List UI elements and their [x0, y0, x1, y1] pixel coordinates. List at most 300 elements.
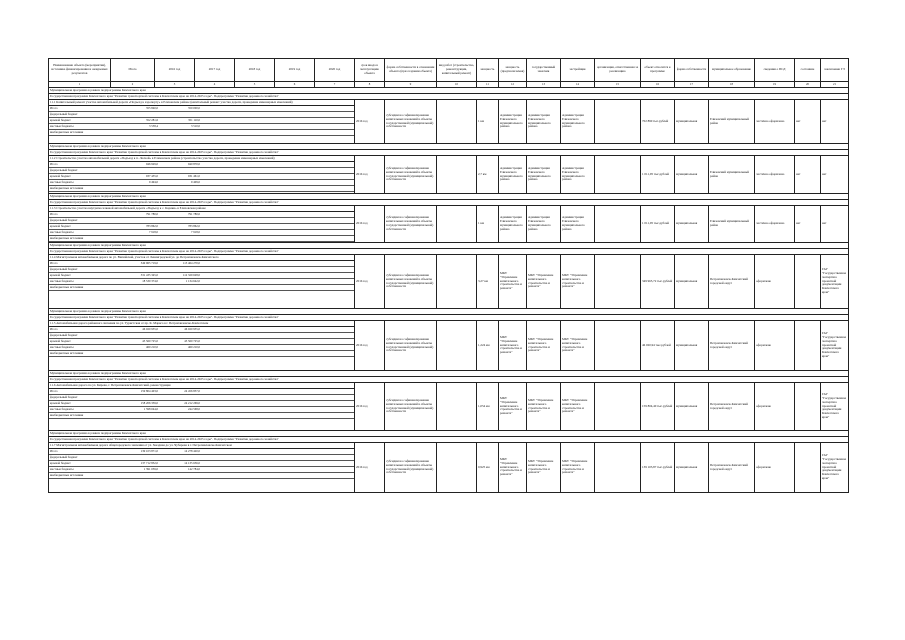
municipality: Петропавловск-Камчатский городской округ	[709, 321, 755, 371]
finance-2016: 142 784,0	[159, 467, 201, 473]
design-docs: 1 011,95 тыс.рублей	[641, 156, 675, 194]
capacity: 1 км	[477, 206, 499, 243]
ownership-form: субсидии на софинансирование капитальных вложений в объекты государственной (муниципальной) собственности	[385, 206, 437, 243]
item-title: 11.1 Капитальный ремонт участка автомобильной дороги «Подъезд к аэропорту» в Елизовском районе (капитальный ремонт участка дороги, проведение инженерных изысканий)	[49, 100, 355, 106]
finance-cell	[49, 261, 355, 309]
developer: МКУ "Управление капитального строительства и ремонта"	[527, 255, 561, 309]
finance-2020	[327, 351, 355, 357]
ownership-type: муниципальная	[675, 321, 709, 371]
finance-source: Итого	[49, 327, 113, 333]
finance-line	[49, 351, 355, 357]
investment-table	[48, 58, 849, 493]
finance-2017	[201, 285, 243, 291]
header-cell: государственный заказчик	[527, 59, 561, 82]
program-link	[595, 383, 641, 431]
header-cell: форма собственности в отношении объекта (при создании объекта)	[385, 59, 437, 82]
finance-total	[113, 473, 159, 479]
developer: Администрация Елизовского муниципального района	[527, 100, 561, 144]
finance-source: Итого	[49, 212, 113, 218]
finance-line	[49, 473, 355, 479]
commission-year: 2016 год	[355, 443, 385, 493]
finance-source: краевой бюджет	[49, 339, 113, 345]
finance-2016: 1 134 642,0	[159, 279, 201, 285]
finance-source: внебюджетные источники	[49, 186, 113, 192]
finance-2016: 783 862,0	[159, 224, 201, 230]
state-customer: МКУ "Управление капитального строительства и ремонта"	[499, 321, 527, 371]
finance-2016: 931 461,0	[159, 174, 201, 180]
finance-2018	[243, 413, 285, 419]
finance-source: внебюджетные источники	[49, 285, 113, 291]
item-title: 11.6 Автомобильная дорога по ул. Кирова, г. Петропавловск-Камчатский, реконструкция	[49, 383, 355, 389]
item-title: 11.3 Строительство участка внутрипоселковой автомобильной дороги «Подъезд к с. Коряки» в Елизовском районе	[49, 206, 355, 212]
finance-total: 937 435,0	[113, 174, 159, 180]
finance-2016	[159, 236, 201, 242]
finance-2016: 351 110,0	[159, 118, 201, 124]
finance-total: 349 965 719,0	[113, 261, 159, 267]
ownership-type: муниципальная	[675, 206, 709, 243]
table-body	[49, 88, 849, 493]
status: оформлено	[755, 443, 795, 493]
finance-2019	[285, 186, 327, 192]
state-customer: МКУ "Управление капитального строительства и ремонта"	[499, 255, 527, 309]
capacity: 1,224 км	[477, 321, 499, 371]
finance-2016: 14 278 420,0	[159, 449, 201, 455]
program-link	[595, 100, 641, 144]
finance-line	[49, 186, 355, 192]
finance-total: 158 206 359,0	[113, 401, 159, 407]
commission-year: 2016 год	[355, 321, 385, 371]
status: частично оформлено	[755, 206, 795, 243]
finance-total	[113, 186, 159, 192]
finance-source: местные бюджеты	[49, 279, 113, 285]
finance-source: краевой бюджет	[49, 174, 113, 180]
finance-2016	[159, 285, 201, 291]
header-cell: Наименование объекта (мероприятия), источника финансирования и ожидаемых результатов	[49, 59, 111, 82]
work-type	[437, 206, 477, 243]
finance-total: 460 210,0	[113, 345, 159, 351]
item-title: 11.5 Автомобильная дорога районного значения по ул. Туристская от пр. К. Маркса в г. Петропавловске-Камчатском	[49, 321, 355, 327]
state-customer: МКУ "Управление капитального строительства и ремонта"	[499, 383, 527, 431]
ownership-form: субсидии на софинансирование капитальных вложений в объекты государственной (муниципальной) собственности	[385, 156, 437, 194]
program-link	[595, 255, 641, 309]
finance-2017	[201, 130, 243, 136]
finance-source: федеральный бюджет	[49, 168, 113, 174]
finance-source: краевой бюджет	[49, 401, 113, 407]
finance-total	[113, 130, 159, 136]
program-title: Государственная программа Камчатского края "Развитие транспортной системы в Камчатском крае на 2014-2025 годы". Подпрограмма "Развитие дорожного хозяйства"	[49, 315, 849, 321]
header-cell: 2017 год	[195, 59, 235, 82]
header-cell: состояние	[795, 59, 821, 82]
column-number-cell: 8	[355, 82, 385, 88]
finance-source: Итого	[49, 261, 113, 267]
finance-2017	[201, 413, 243, 419]
municipality: Петропавловск-Камчатский городской округ	[709, 255, 755, 309]
finance-2016: 24 456 837,0	[159, 389, 201, 395]
ownership-type: муниципальная	[675, 100, 709, 144]
program-title: Государственная программа Камчатского края "Развитие транспортной системы в Камчатском крае на 2014-2025 годы". Подпрограмма "Развитие дорожного хозяйства"	[49, 437, 849, 443]
finance-2020	[327, 236, 355, 242]
design-docs: 349 965,72 тыс.рублей	[641, 255, 675, 309]
finance-source: краевой бюджет	[49, 273, 113, 279]
finance-table	[49, 389, 355, 419]
column-number-cell: 17	[675, 82, 709, 88]
header-cell: 2016 год	[155, 59, 195, 82]
finance-2017	[201, 236, 243, 242]
finance-2016: 3 510,0	[159, 124, 201, 130]
header-cell: мощность (предполагаемая)	[499, 59, 527, 82]
finance-total: 46 020 935,0	[113, 327, 159, 333]
program-title: Государственная программа Камчатского края "Развитие транспортной системы в Камчатском крае на 2014-2025 годы". Подпрограмма "Развитие дорожного хозяйства"	[49, 249, 849, 255]
state-customer: Администрация Елизовского муниципального района	[499, 206, 527, 243]
finance-line	[49, 285, 355, 291]
finance-2019	[285, 473, 327, 479]
column-number-cell: 4	[195, 82, 235, 88]
status: оформлено	[755, 383, 795, 431]
section-title: Муниципальная программа в рамках подпрограммы Камчатского края	[49, 88, 849, 94]
expertise: нет	[821, 100, 849, 144]
developer: МКУ "Управление капитального строительства и ремонта"	[527, 321, 561, 371]
column-22	[795, 383, 821, 431]
commission-year: 2016 год	[355, 383, 385, 431]
commission-year: 2016 год	[355, 206, 385, 243]
column-number-cell: 3	[155, 82, 195, 88]
work-type	[437, 156, 477, 194]
program-link	[595, 156, 641, 194]
finance-source: внебюджетные источники	[49, 473, 113, 479]
finance-2019	[285, 130, 327, 136]
finance-total: 9 494,0	[113, 180, 159, 186]
finance-total: 3 558,4	[113, 124, 159, 130]
developer: МКУ "Управление капитального строительства и ремонта"	[527, 443, 561, 493]
header-cell: вид работ (строительство, реконструкция, капитальный ремонт)	[437, 59, 477, 82]
finance-source: местные бюджеты	[49, 345, 113, 351]
finance-source: краевой бюджет	[49, 118, 113, 124]
finance-2019	[285, 351, 327, 357]
expertise: ГАУ "Государственная экспертиза проектной документации Камчатского края"	[821, 383, 849, 431]
finance-source: внебюджетные источники	[49, 351, 113, 357]
responsible-org: Администрация Елизовского муниципального района	[561, 100, 595, 144]
item-title: 11.7 Магистральная автомобильная дорога общегородского значения от ул. Звездная до ул. Чубарова в г. Петропавловске-Камчатском	[49, 443, 355, 449]
finance-table	[49, 327, 355, 357]
column-number-cell: 21	[821, 82, 849, 88]
finance-total: 7 918,0	[113, 230, 159, 236]
finance-table	[49, 449, 355, 479]
column-number-cell: 5	[235, 82, 275, 88]
finance-2018	[243, 351, 285, 357]
column-22: нет	[795, 206, 821, 243]
finance-source: федеральный бюджет	[49, 112, 113, 118]
finance-total	[113, 413, 159, 419]
finance-line	[49, 130, 355, 136]
finance-line	[49, 413, 355, 419]
finance-2019	[285, 285, 327, 291]
ownership-form: субсидии на софинансирование капитальных вложений в объекты государственной (муниципальной) собственности	[385, 443, 437, 493]
design-docs: 159 804,40 тыс.рублей	[641, 383, 675, 431]
column-number-cell: 11	[477, 82, 499, 88]
state-customer: Администрация Елизовского муниципального района	[499, 100, 527, 144]
ownership-form: субсидии на софинансирование капитальных вложений в объекты государственной (муниципальной) собственности	[385, 321, 437, 371]
header-cell: застройщик	[561, 59, 595, 82]
header-cell: организация, ответственная за реализацию	[595, 59, 641, 82]
finance-2018	[243, 186, 285, 192]
finance-source: местные бюджеты	[49, 230, 113, 236]
capacity: 3,27 км	[477, 255, 499, 309]
finance-2016: 7 918,0	[159, 230, 201, 236]
program-title: Государственная программа Камчатского края "Развитие транспортной системы в Камчатском крае на 2014-2025 годы". Подпрограмма "Развитие дорожного хозяйства"	[49, 200, 849, 206]
state-customer: МКУ "Управление капитального строительства и ремонта"	[499, 443, 527, 493]
header-cell: срок ввода в эксплуатацию объекта	[355, 59, 385, 82]
commission-year: 2016 год	[355, 255, 385, 309]
document-sheet	[48, 58, 848, 558]
ownership-form: субсидии на софинансирование капитальных вложений в объекты государственной (муниципальной) собственности	[385, 100, 437, 144]
column-number-cell: 14	[561, 82, 595, 88]
finance-total: 783 862,0	[113, 224, 159, 230]
ownership-type: муниципальная	[675, 383, 709, 431]
finance-total: 946 929,0	[113, 162, 159, 168]
finance-table	[49, 261, 355, 291]
finance-source: федеральный бюджет	[49, 455, 113, 461]
finance-total: 18 530 374,0	[113, 279, 159, 285]
program-link	[595, 443, 641, 493]
municipality: Елизовский муниципальный район	[709, 156, 755, 194]
responsible-org: МКУ "Управление капитального строительства и ремонта"	[561, 255, 595, 309]
header-cell: объект относится к программе	[641, 59, 675, 82]
finance-2019	[285, 236, 327, 242]
finance-total: 1 598 044,0	[113, 407, 159, 413]
column-number-cell: 2	[111, 82, 155, 88]
design-docs: 702 890 тыс.рублей	[641, 100, 675, 144]
finance-source: внебюджетные источники	[49, 236, 113, 242]
finance-total	[113, 236, 159, 242]
finance-source: федеральный бюджет	[49, 218, 113, 224]
work-type	[437, 321, 477, 371]
capacity: 0,925 км	[477, 443, 499, 493]
header-cell: форма собственности	[675, 59, 709, 82]
finance-2020	[327, 473, 355, 479]
program-title: Государственная программа Камчатского края "Развитие транспортной системы в Камчатском крае на 2014-2025 годы". Подпрограмма "Развитие дорожного хозяйства"	[49, 94, 849, 100]
ownership-form: субсидии на софинансирование капитальных вложений в объекты государственной (муниципальной) собственности	[385, 383, 437, 431]
header-cell: муниципальное образование	[709, 59, 755, 82]
capacity: 2,7 км	[477, 156, 499, 194]
section-title: Муниципальная программа в рамках подпрограммы Камчатского края	[49, 431, 849, 437]
column-22: нет	[795, 156, 821, 194]
municipality: Елизовский муниципальный район	[709, 206, 755, 243]
responsible-org: Администрация Елизовского муниципального района	[561, 206, 595, 243]
finance-source: Итого	[49, 106, 113, 112]
section-title: Муниципальная программа в рамках подпрограммы Камчатского края	[49, 194, 849, 200]
responsible-org: МКУ "Управление капитального строительства и ремонта"	[561, 383, 595, 431]
finance-total: 1 391 039,0	[113, 467, 159, 473]
finance-table	[49, 212, 355, 242]
finance-source: федеральный бюджет	[49, 395, 113, 401]
status: оформлено	[755, 255, 795, 309]
header-cell: 2020 год	[315, 59, 355, 82]
section-title: Муниципальная программа в рамках подпрограммы Камчатского края	[49, 309, 849, 315]
finance-2016	[159, 413, 201, 419]
finance-2016: 45 560 725,0	[159, 339, 201, 345]
header-row	[49, 59, 849, 82]
finance-source: федеральный бюджет	[49, 333, 113, 339]
work-type	[437, 383, 477, 431]
finance-source: местные бюджеты	[49, 467, 113, 473]
column-number-cell: 20	[795, 82, 821, 88]
finance-source: федеральный бюджет	[49, 267, 113, 273]
ownership-form: субсидии на софинансирование капитальных вложений в объекты государственной (муниципальной) собственности	[385, 255, 437, 309]
finance-total	[113, 351, 159, 357]
column-number-cell: 19	[755, 82, 795, 88]
header-cell: мощность	[477, 59, 499, 82]
finance-2017	[201, 473, 243, 479]
finance-cell	[49, 106, 355, 144]
finance-total: 139 103 871,0	[113, 449, 159, 455]
finance-2016: 113 464 270,0	[159, 261, 201, 267]
ownership-type: муниципальная	[675, 156, 709, 194]
finance-source: внебюджетные источники	[49, 413, 113, 419]
finance-total: 159 804 403,0	[113, 389, 159, 395]
finance-2016	[159, 130, 201, 136]
section-title: Муниципальная программа в рамках подпрограммы Камчатского края	[49, 371, 849, 377]
column-number-cell: 9	[385, 82, 437, 88]
finance-2020	[327, 186, 355, 192]
finance-total: 331 435 345,0	[113, 273, 159, 279]
status: частично оформлено	[755, 156, 795, 194]
finance-2016	[159, 186, 201, 192]
state-customer: Администрация Елизовского муниципального района	[499, 156, 527, 194]
expertise: нет	[821, 206, 849, 243]
program-link	[595, 206, 641, 243]
section-title: Муниципальная программа в рамках подпрограммы Камчатского края	[49, 144, 849, 150]
finance-total: 137 712 832,0	[113, 461, 159, 467]
header-cell: сведения о ПСД	[755, 59, 795, 82]
section-title: Муниципальная программа в рамках подпрограммы Камчатского края	[49, 243, 849, 249]
work-type	[437, 255, 477, 309]
developer: МКУ "Управление капитального строительства и ремонта"	[527, 383, 561, 431]
status: оформлено	[755, 321, 795, 371]
finance-total: 791 780,0	[113, 212, 159, 218]
status: частично оформлено	[755, 100, 795, 144]
finance-2018	[243, 236, 285, 242]
ownership-type: муниципальная	[675, 443, 709, 493]
capacity: 1 км	[477, 100, 499, 144]
finance-2016: 24 212 269,0	[159, 401, 201, 407]
column-number-cell: 13	[527, 82, 561, 88]
finance-cell	[49, 389, 355, 431]
program-link	[595, 321, 641, 371]
column-number-cell: 1	[49, 82, 111, 88]
finance-2016: 460 210,0	[159, 345, 201, 351]
finance-2016: 14 135 636,0	[159, 461, 201, 467]
municipality: Петропавловск-Камчатский городской округ	[709, 383, 755, 431]
finance-source: внебюджетные источники	[49, 130, 113, 136]
finance-source: местные бюджеты	[49, 407, 113, 413]
finance-cell	[49, 162, 355, 194]
expertise: нет	[821, 156, 849, 194]
municipality: Елизовский муниципальный район	[709, 100, 755, 144]
finance-cell	[49, 449, 355, 493]
finance-2017	[201, 186, 243, 192]
work-type	[437, 443, 477, 493]
program-title: Государственная программа Камчатского края "Развитие транспортной системы в Камчатском крае на 2014-2025 годы". Подпрограмма "Развитие дорожного хозяйства"	[49, 150, 849, 156]
finance-2016: 244 568,0	[159, 407, 201, 413]
item-title: 11.4 Магистральная автомобильная дорога по ул. Вилюйской, участок от Ленинградской ул. до Петропавловск-Камчатского	[49, 255, 355, 261]
developer: Администрация Елизовского муниципального района	[527, 156, 561, 194]
finance-source: местные бюджеты	[49, 180, 113, 186]
column-number-cell: 18	[709, 82, 755, 88]
finance-2018	[243, 285, 285, 291]
finance-source: Итого	[49, 162, 113, 168]
municipality: Петропавловск-Камчатский городской округ	[709, 443, 755, 493]
finance-table	[49, 106, 355, 136]
expertise: ГАУ "Государственная экспертиза проектной документации Камчатского края"	[821, 321, 849, 371]
column-22: нет	[795, 100, 821, 144]
header-cell: 2019 год	[275, 59, 315, 82]
finance-total: 355 840,0	[113, 106, 159, 112]
program-title: Государственная программа Камчатского края "Развитие транспортной системы в Камчатском крае на 2014-2025 годы". Подпрограмма "Развитие дорожного хозяйства"	[49, 377, 849, 383]
finance-2020	[327, 413, 355, 419]
finance-2016	[159, 351, 201, 357]
design-docs: 1 011,95 тыс.рублей	[641, 206, 675, 243]
finance-line	[49, 236, 355, 242]
ownership-type: муниципальная	[675, 255, 709, 309]
finance-source: краевой бюджет	[49, 224, 113, 230]
finance-cell	[49, 212, 355, 243]
header-cell: Итого	[111, 59, 155, 82]
finance-2020	[327, 130, 355, 136]
header-cell: заключение ГЭ	[821, 59, 849, 82]
responsible-org: МКУ "Управление капитального строительства и ремонта"	[561, 321, 595, 371]
finance-cell	[49, 327, 355, 371]
design-docs: 46 020,94 тыс.рублей	[641, 321, 675, 371]
finance-total: 352 281,6	[113, 118, 159, 124]
finance-2018	[243, 473, 285, 479]
finance-2019	[285, 413, 327, 419]
finance-2016: 9 409,0	[159, 180, 201, 186]
developer: Администрация Елизовского муниципального района	[527, 206, 561, 243]
finance-source: Итого	[49, 389, 113, 395]
finance-total: 45 560 725,0	[113, 339, 159, 345]
column-22	[795, 443, 821, 493]
finance-total	[113, 285, 159, 291]
expertise: ГАУ "Государственная экспертиза проектной документации Камчатского края"	[821, 255, 849, 309]
finance-2016: 791 780,0	[159, 212, 201, 218]
finance-2016: 46 020 935,0	[159, 327, 201, 333]
finance-source: краевой бюджет	[49, 461, 113, 467]
design-docs: 139 103,87 тыс.рублей	[641, 443, 675, 493]
finance-table	[49, 162, 355, 192]
finance-source: Итого	[49, 449, 113, 455]
item-title: 11.2 Строительство участка автомобильной дороги «Подъезд к п. Лесной» в Елизовском районе (строительство участка дороги, проведение инженерных изысканий)	[49, 156, 355, 162]
column-number-cell: 12	[499, 82, 527, 88]
finance-2020	[327, 285, 355, 291]
column-number-cell: 6	[275, 82, 315, 88]
header-cell: 2018 год	[235, 59, 275, 82]
finance-2016	[159, 473, 201, 479]
finance-2016: 940 870,0	[159, 162, 201, 168]
finance-2017	[201, 351, 243, 357]
finance-2018	[243, 130, 285, 136]
finance-source: местные бюджеты	[49, 124, 113, 130]
commission-year: 2016 год	[355, 100, 385, 144]
expertise: ГАУ "Государственная экспертиза проектной документации Камчатского края"	[821, 443, 849, 493]
commission-year: 2016 год	[355, 156, 385, 194]
finance-2016: 350 000,0	[159, 106, 201, 112]
column-number-cell: 16	[641, 82, 675, 88]
column-number-cell: 15	[595, 82, 641, 88]
capacity: 1,054 км	[477, 383, 499, 431]
responsible-org: МКУ "Управление капитального строительства и ремонта"	[561, 443, 595, 493]
finance-2016: 112 329 628,0	[159, 273, 201, 279]
column-22	[795, 321, 821, 371]
